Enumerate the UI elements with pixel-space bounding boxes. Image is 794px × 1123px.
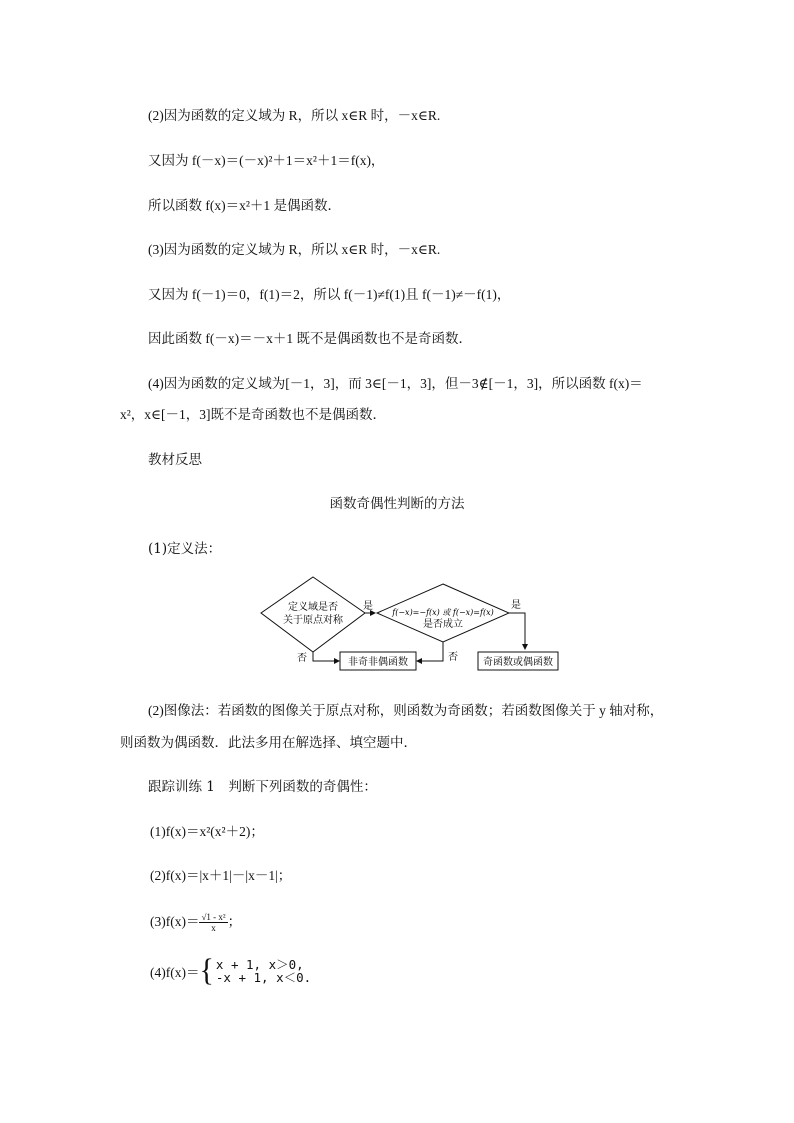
exercise-4-cases [216,958,311,984]
box-odd-even-text: 奇函数或偶函数 [483,657,553,668]
exercise-4-case-1: x + 1, x＞0, [215,957,304,972]
graph-method-line-1: (2)图像法：若函数的图像关于原点对称，则函数为奇函数；若函数图像关于 y 轴对称， [148,703,664,718]
exercise-3-fraction [199,912,227,933]
exercise-4 [150,953,312,988]
box-neither-text: 非奇非偶函数 [348,657,408,668]
exercise-3-numerator: √1 - x² [201,912,226,923]
exercise-4-prefix: (4)f(x)＝ [150,965,200,980]
exercise-3-prefix: (3)f(x)＝ [150,914,200,929]
diamond2-text-line2: 是否成立 [423,619,463,630]
exercise-3 [150,910,241,933]
label-no-1: 否 [297,653,307,664]
label-no-2: 否 [448,652,458,663]
diamond1-text-line1: 定义域是否 [288,602,338,613]
exercise-4-brace: { [199,953,214,988]
graph-method-line-2: 则函数为偶函数．此法多用在解选择、填空题中． [120,735,417,750]
arrow-no-1 [313,652,339,661]
label-yes-2: 是 [511,600,521,611]
diamond1-text-line2: 关于原点对称 [283,615,343,626]
solution-2-line-3: 所以函数 f(x)＝x²＋1 是偶函数． [148,198,342,213]
arrow-no-2 [417,642,443,661]
exercise-3-suffix: ； [227,914,242,929]
definition-method-label: (1)定义法： [148,541,222,557]
method-title: 函数奇偶性判断的方法 [329,496,465,512]
diamond2-text-line1: f(−x)=−f(x) 或 f(−x)=f(x) [392,608,494,617]
exercise-1: (1)f(x)＝x²(x²＋2)； [150,824,264,839]
solution-3-line-2: 又因为 f(－1)＝0，f(1)＝2，所以 f(－1)≠f(1)且 f(－1)≠－f(1)， [148,287,511,302]
solution-3-line-3: 因此函数 f(－x)＝－x＋1 既不是偶函数也不是奇函数． [148,331,472,346]
exercise-3-denominator: x [211,923,216,934]
solution-2-line-2: 又因为 f(－x)＝(－x)²＋1＝x²＋1＝f(x)， [148,153,385,168]
solution-2-line-1: (2)因为函数的定义域为 R，所以 x∈R 时，－x∈R. [148,108,441,123]
label-yes-1: 是 [363,601,373,612]
exercise-heading: 跟踪训练 1 判断下列函数的奇偶性： [148,779,377,795]
parity-flowchart [255,572,565,674]
exercise-4-case-2: -x + 1, x＜0. [215,970,312,985]
solution-3-line-1: (3)因为函数的定义域为 R，所以 x∈R 时，－x∈R. [148,242,441,257]
exercise-2: (2)f(x)＝|x＋1|－|x－1|； [150,868,292,883]
reflection-heading: 教材反思 [148,452,202,468]
arrow-yes-2 [509,613,525,649]
solution-4-line-1: (4)因为函数的定义域为[－1，3]，而 3∈[－1，3]，但－3∉[－1，3]，所以函数 f(x)＝ [148,376,643,391]
solution-4-line-2: x²，x∈[－1，3]既不是奇函数也不是偶函数． [120,407,387,422]
